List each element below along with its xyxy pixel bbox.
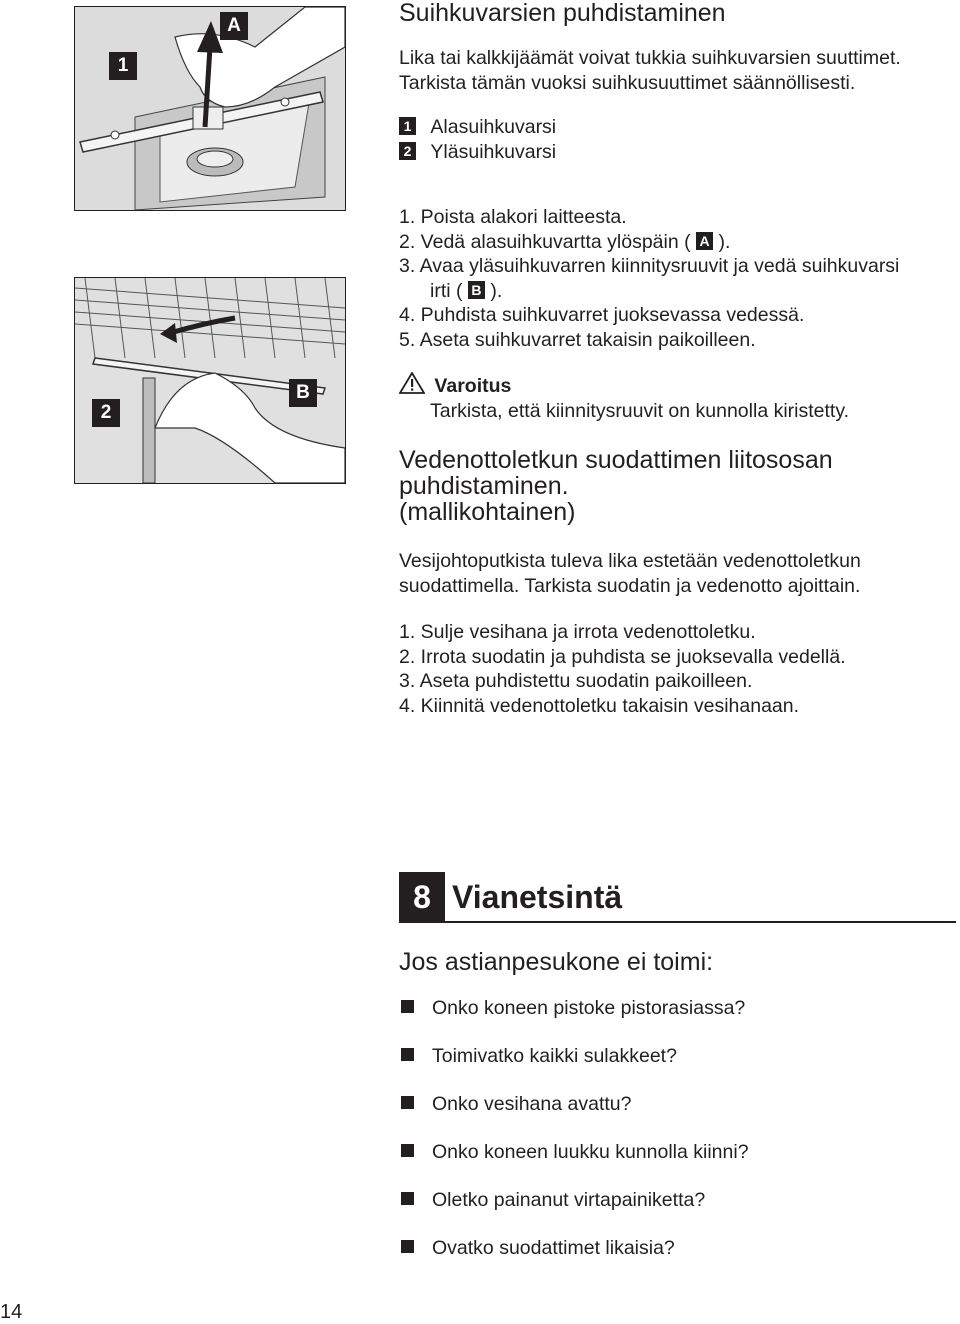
page-number: 14 xyxy=(0,1301,23,1323)
bullet-square-icon xyxy=(401,1192,414,1205)
checklist-item: Toimivatko kaikki sulakkeet? xyxy=(401,1044,749,1092)
figure-number-2: 2 xyxy=(92,399,120,427)
checklist-item: Oletko painanut virtapainiketta? xyxy=(401,1188,749,1236)
letter-badge-a: A xyxy=(696,232,713,250)
intro-line: Lika tai kalkkijäämät voivat tukkia suihkuvarsien suuttimet. xyxy=(399,47,901,69)
chapter-title: Vianetsintä xyxy=(452,879,623,915)
step-item: 1. Poista alakori laitteesta. xyxy=(399,206,627,228)
step-item: 5. Aseta suihkuvarret takaisin paikoilleen. xyxy=(399,328,756,351)
legend-number-badge: 1 xyxy=(399,117,416,135)
figure-letter-b: B xyxy=(289,379,317,407)
checklist-item: Onko vesihana avattu? xyxy=(401,1092,749,1140)
warning-block xyxy=(399,372,849,423)
figure-upper-spray-arm xyxy=(74,277,346,484)
figure-lower-spray-arm xyxy=(74,6,346,211)
spray-arm-steps xyxy=(399,205,959,352)
intro-line: Tarkista tämän vuoksi suihkusuuttimet säännöllisesti. xyxy=(399,71,856,94)
step-item: 4. Kiinnitä vedenottoletku takaisin vesihanaan. xyxy=(399,694,800,717)
legend-item xyxy=(399,140,556,165)
section-title-inlet-filter: Vedenottoletkun suodattimen liitososan puhdistaminen. (mallikohtainen) xyxy=(399,446,833,526)
step-item-continued: irti ( B ). xyxy=(430,279,503,302)
step-item: 3. Avaa yläsuihkuvarren kiinnitysruuvit ja vedä suihkuvarsi xyxy=(399,255,900,277)
checklist-item: Onko koneen luukku kunnolla kiinni? xyxy=(401,1140,749,1188)
bullet-square-icon xyxy=(401,1240,414,1253)
checklist-item: Onko koneen pistoke pistorasiassa? xyxy=(401,996,749,1044)
section-title-spray-arms: Suihkuvarsien puhdistaminen xyxy=(399,0,726,27)
figure-letter-a: A xyxy=(220,12,248,40)
chapter-number-box: 8 xyxy=(399,872,445,923)
inlet-filter-steps xyxy=(399,620,846,718)
bullet-square-icon xyxy=(401,1144,414,1157)
step-item: 1. Sulje vesihana ja irrota vedenottoletku. xyxy=(399,621,756,643)
spray-arm-legend xyxy=(399,115,556,164)
step-item: 4. Puhdista suihkuvarret juoksevassa vedessä. xyxy=(399,304,805,326)
inlet-filter-intro: Vesijohtoputkista tuleva lika estetään vedenottoletkun suodattimella. Tarkista suodatin ja vedenotto ajoittain. xyxy=(399,550,861,597)
legend-label: Yläsuihkuvarsi xyxy=(430,140,557,163)
step-item: 3. Aseta puhdistettu suodatin paikoilleen. xyxy=(399,670,753,692)
letter-badge-b: B xyxy=(468,281,485,299)
legend-item xyxy=(399,115,556,140)
warning-text: Tarkista, että kiinnitysruuvit on kunnolla kiristetty. xyxy=(430,399,850,422)
step-item: 2. Vedä alasuihkuvartta ylöspäin ( A ). xyxy=(399,230,731,253)
lower-spray-arm-illustration xyxy=(75,7,345,210)
troubleshooting-checklist xyxy=(401,996,749,1284)
bullet-square-icon xyxy=(401,1096,414,1109)
warning-triangle-icon xyxy=(399,372,425,394)
checklist-item: Ovatko suodattimet likaisia? xyxy=(401,1236,749,1284)
legend-label: Alasuihkuvarsi xyxy=(430,116,557,138)
warning-heading xyxy=(399,372,849,399)
legend-number-badge: 2 xyxy=(399,142,416,160)
bullet-square-icon xyxy=(401,1048,414,1061)
section-intro xyxy=(399,46,901,95)
bullet-square-icon xyxy=(401,1000,414,1013)
chapter-header xyxy=(399,872,956,923)
step-item: 2. Irrota suodatin ja puhdista se juoksevalla vedellä. xyxy=(399,645,846,668)
figure-number-1: 1 xyxy=(109,52,137,80)
chapter-rule xyxy=(445,921,956,923)
troubleshooting-subtitle: Jos astianpesukone ei toimi: xyxy=(399,948,714,976)
warning-title: Varoitus xyxy=(434,375,512,397)
